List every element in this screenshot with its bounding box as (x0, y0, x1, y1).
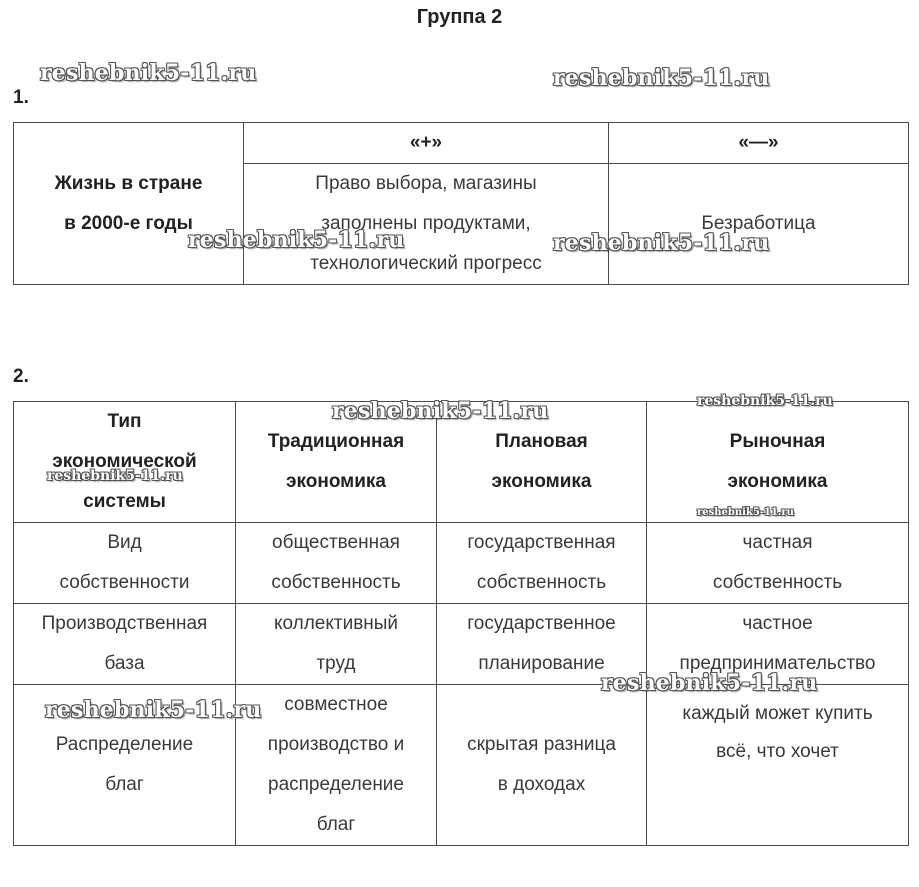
watermark: reshebnik5-11.ru (332, 398, 549, 424)
table-cell (647, 523, 909, 604)
cell-line: частная (742, 532, 813, 553)
table-cell (437, 685, 647, 846)
header-planned (437, 402, 647, 523)
header-traditional (236, 402, 437, 523)
cell-line: частное (742, 613, 813, 634)
header-system-type (14, 402, 236, 523)
cell-line: собственность (712, 572, 843, 593)
cell-line: планирование (478, 653, 605, 674)
plus-cell (244, 164, 609, 285)
cell-line: предпринимательство (679, 653, 876, 674)
plus-line: заполнены продуктами, (321, 213, 531, 234)
cell-line: каждый может купить (682, 703, 873, 724)
cell-line: Производственная (41, 613, 208, 634)
cell-line: общественная (272, 532, 400, 553)
row-label-line: в 2000-е годы (64, 212, 193, 234)
cell-line: благ (316, 814, 356, 835)
table-cell (647, 685, 909, 846)
watermark: reshebnik5-11.ru (553, 230, 770, 256)
cell-line: производство и (267, 734, 405, 755)
watermark: reshebnik5-11.ru (553, 65, 770, 91)
cell-line: государственное (467, 613, 616, 634)
minus-cell: Безработица (609, 164, 909, 285)
plus-line: Право выбора, магазины (315, 173, 537, 194)
row-label-distribution (14, 685, 236, 846)
cell-line: труд (316, 653, 356, 674)
cell-line: Распределение (55, 734, 194, 755)
watermark: reshebnik5-11.ru (697, 393, 833, 409)
section-1-number: 1. (13, 87, 29, 108)
header-line: Рыночная (729, 431, 826, 452)
header-line: Плановая (495, 431, 588, 452)
header-line: Тип (107, 411, 142, 432)
watermark: reshebnik5-11.ru (47, 468, 183, 484)
header-market (647, 402, 909, 523)
table-cell (647, 604, 909, 685)
header-line: экономика (491, 471, 592, 492)
cell-line: распределение (268, 774, 404, 795)
cell-line: в доходах (497, 774, 586, 795)
cell-line: совместное (284, 694, 388, 715)
page-title: Группа 2 (416, 6, 503, 28)
cell-line: благ (105, 774, 144, 795)
table-life-in-country (13, 122, 909, 285)
table-cell (437, 604, 647, 685)
header-line: экономической (52, 451, 197, 472)
cell-line: государственная (467, 532, 616, 553)
cell-line: база (104, 653, 145, 674)
row-label-life-in-country (14, 123, 244, 285)
table-cell (236, 685, 437, 846)
header-line: системы (83, 491, 166, 512)
watermark: reshebnik5-11.ru (697, 507, 794, 518)
table-cell (236, 523, 437, 604)
table-cell (236, 604, 437, 685)
cell-line: собственности (59, 572, 190, 593)
watermark: reshebnik5-11.ru (188, 227, 405, 253)
table-cell (437, 523, 647, 604)
header-plus: «+» (244, 123, 609, 164)
cell-line: коллективный (273, 613, 399, 634)
watermark: reshebnik5-11.ru (40, 60, 257, 86)
row-label-production-base (14, 604, 236, 685)
header-minus: «—» (609, 123, 909, 164)
header-line: экономика (727, 471, 828, 492)
table-economic-systems (13, 401, 909, 846)
row-label-ownership (14, 523, 236, 604)
cell-line: скрытая разница (467, 734, 616, 755)
cell-line: собственность (271, 572, 401, 593)
row-label-line: Жизнь в стране (54, 172, 203, 194)
cell-line: собственность (476, 572, 607, 593)
header-line: экономика (285, 471, 386, 492)
plus-line: технологический прогресс (310, 253, 542, 274)
section-2-number: 2. (13, 366, 29, 387)
watermark: reshebnik5-11.ru (45, 697, 262, 723)
cell-line: всё, что хочет (716, 741, 839, 762)
watermark: reshebnik5-11.ru (601, 670, 818, 696)
header-line: Традиционная (267, 431, 405, 452)
cell-line: Вид (107, 532, 142, 553)
